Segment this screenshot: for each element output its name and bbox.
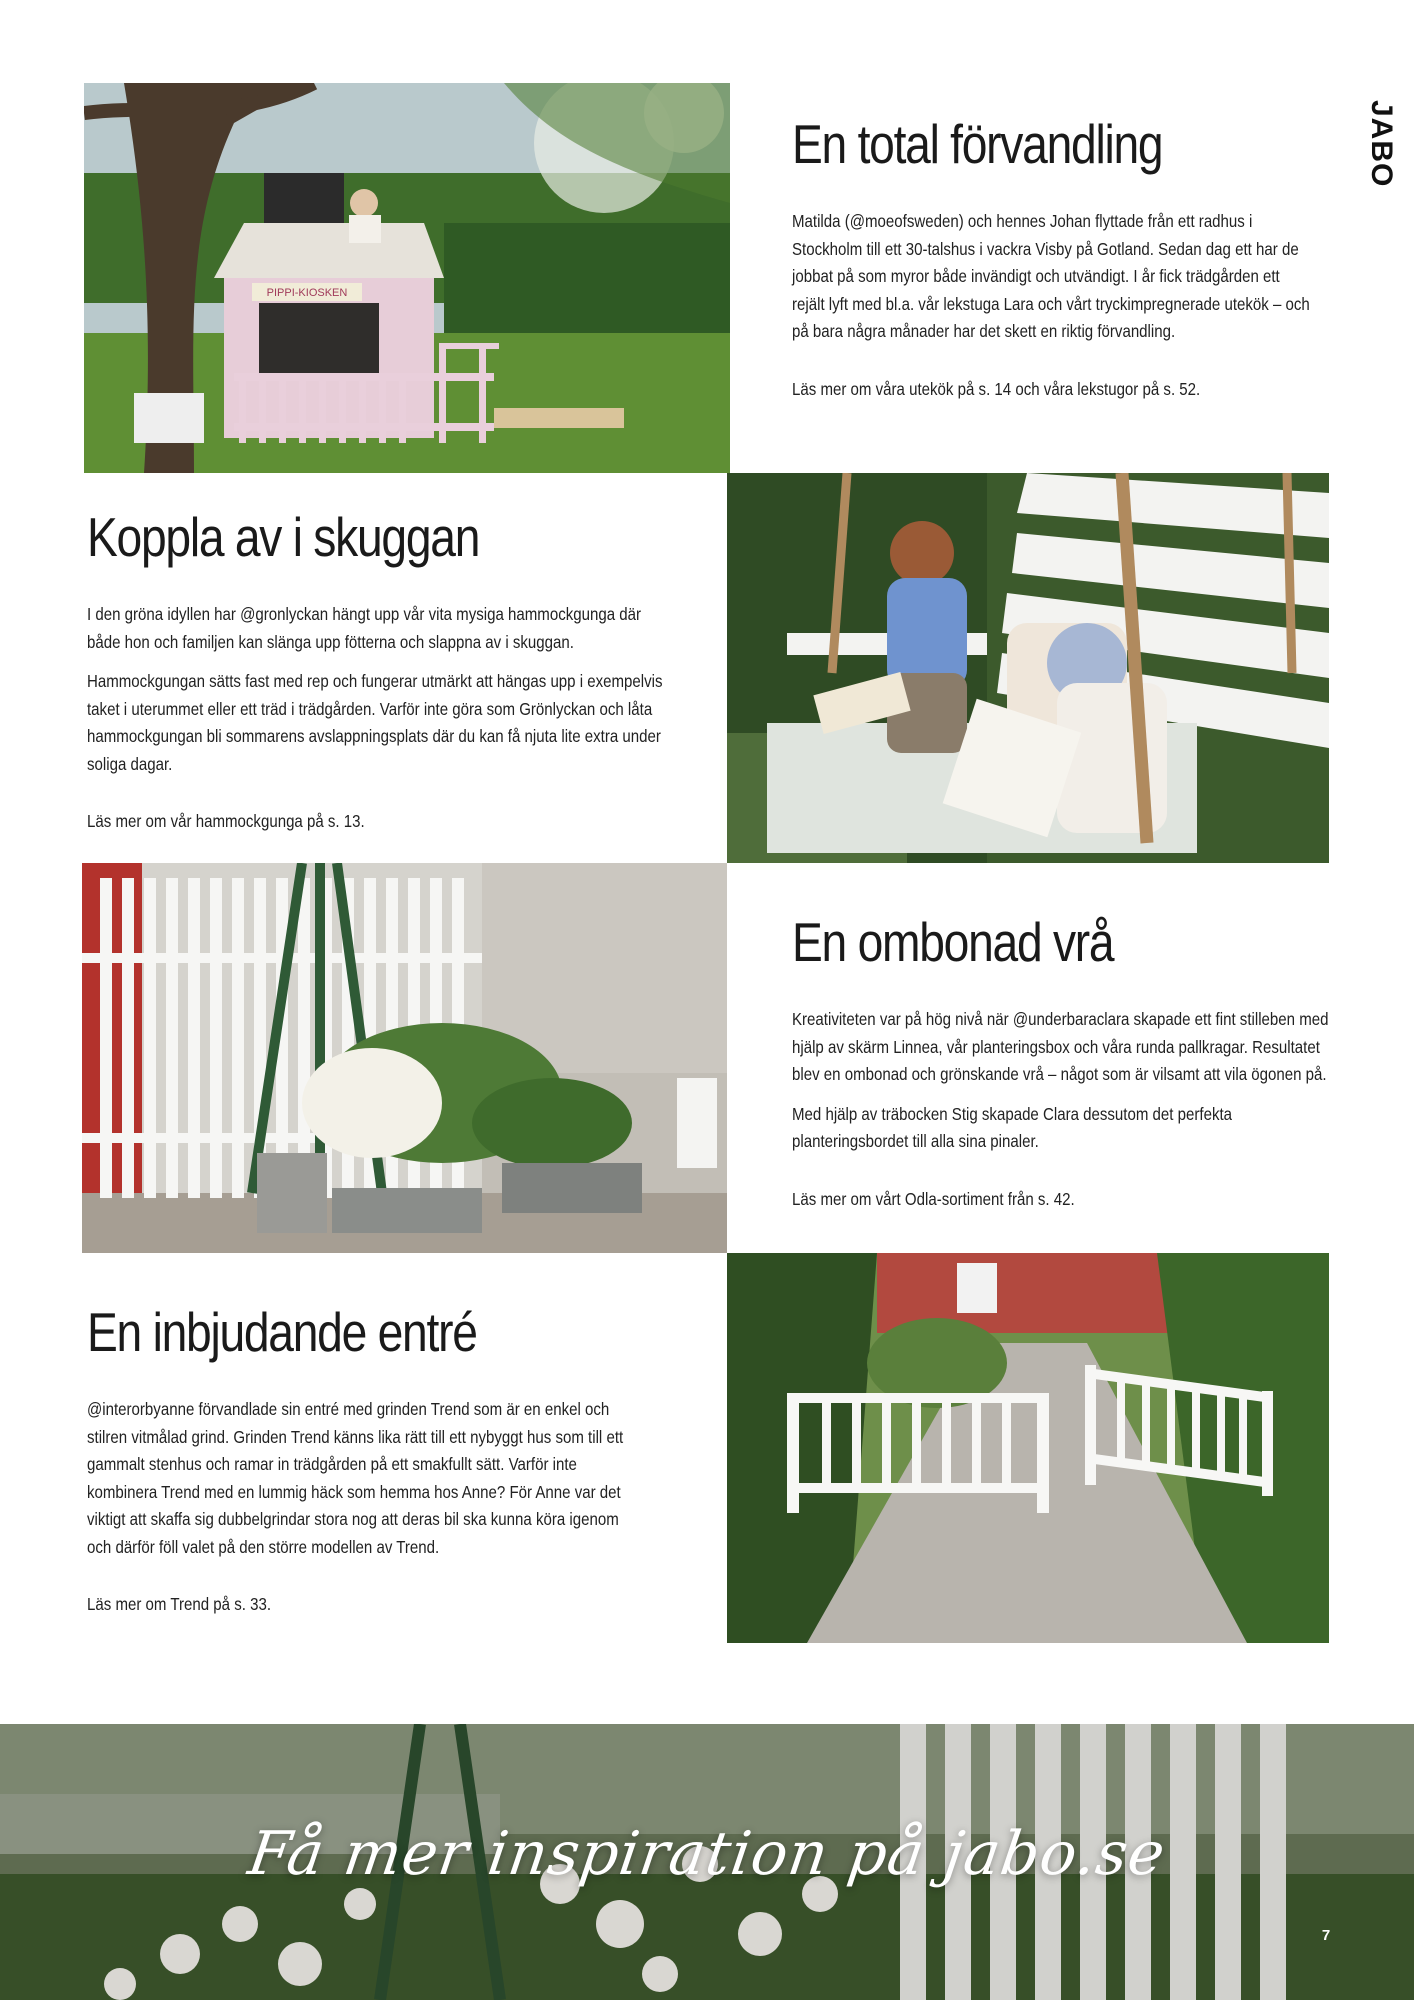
section-title: En inbjudande entré [87, 1301, 477, 1363]
section-paragraph: @interorbyanne förvandlade sin entré med grinden Trend som är en enkel och stilren vitmålad grind. Grinden Trend känns lika rätt till ett nybyggt hus som till ett gammalt stenhus och ramar in trädgården på ett smakfullt sätt. Varför inte kombinera Trend med en lummig häck som hemma hos Anne? För Anne var det viktigt att skaffa sig dubbelgrindar stora nog att deras bil ska kunna köra igenom och därför föll valet på den större modellen av Trend. [87, 1399, 624, 1557]
section-paragraph: Matilda (@moeofsweden) och hennes Johan flyttade från ett radhus i Stockholm till ett 30-talshus i vackra Visby på Gotland. Sedan dag ett har de jobbat på som myror både invändigt och utvändigt. I år fick trädgården ett rejält lyft med bl.a. vår lekstuga Lara och vårt tryckimpregnerade utekök – och på bara några månader har det skett en riktig förvandling. [792, 211, 1310, 341]
section-total-forvandling [792, 112, 1317, 415]
jabo-logo[interactable]: JABO [1365, 100, 1398, 188]
section-paragraph: Med hjälp av träbocken Stig skapade Clara dessutom det perfekta planteringsbordet till alla sina pinaler. [792, 1103, 1233, 1151]
section-paragraph: I den gröna idyllen har @gronlyckan hängt upp vår vita mysiga hammockgunga där både hon och familjen kan slänga upp fötterna och slappna av i skuggan. [87, 604, 642, 652]
section-ombonad-vra [792, 910, 1332, 1225]
playhouse-sign-text: PIPPI-KIOSKEN [266, 287, 348, 299]
section-title: Koppla av i skuggan [87, 506, 480, 568]
section-koppla-av [87, 505, 672, 848]
read-more-link[interactable]: Läs mer om vår hammockgunga på s. 13. [87, 811, 365, 831]
inspiration-banner[interactable] [0, 1724, 1414, 2000]
gate-entrance-photo [727, 1253, 1329, 1643]
planter-corner-photo [82, 863, 727, 1253]
read-more-link[interactable]: Läs mer om Trend på s. 33. [87, 1594, 272, 1614]
banner-text[interactable]: Få mer inspiration på jabo.se [244, 1819, 1170, 1889]
read-more-link[interactable]: Läs mer om vårt Odla-sortiment från s. 42. [792, 1188, 1075, 1209]
section-paragraph: Kreativiteten var på hög nivå när @underbaraclara skapade ett fint stilleben med hjälp av skärm Linnea, vår planteringsbox och våra runda pallkragar. Resultatet blev en ombonad och grönskande vrå – något som är vilsamt att vila ögonen på. [792, 1009, 1329, 1084]
hammock-swing-photo [727, 473, 1329, 863]
read-more-link[interactable]: Läs mer om våra utekök på s. 14 och våra lekstugor på s. 52. [792, 378, 1201, 399]
playhouse-photo [84, 83, 730, 473]
section-title: En total förvandling [792, 113, 1163, 175]
page-number: 7 [1321, 1927, 1331, 1944]
section-paragraph: Hammockgungan sätts fast med rep och fungerar utmärkt att hängas upp i exempelvis taket i uterummet eller ett träd i trädgården. Varför inte göra som Grönlyckan och låta hammockgungan bli sommarens avslappningsplats där du kan få njuta lite extra under soliga dagar. [87, 671, 663, 774]
section-inbjudande-entre [87, 1300, 647, 1631]
section-title: En ombonad vrå [792, 911, 1114, 973]
